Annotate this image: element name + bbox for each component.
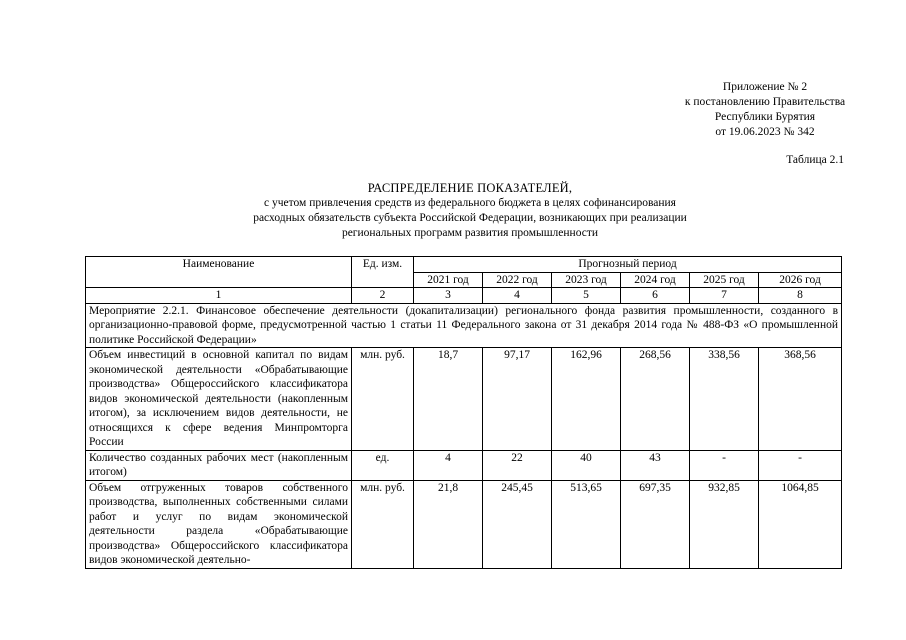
- appendix-line: Приложение № 2: [722, 81, 808, 93]
- header-year: 2024 год: [621, 272, 690, 288]
- indicator-value: -: [690, 450, 759, 480]
- header-unit: Ед. изм.: [352, 257, 414, 288]
- column-number-row: [86, 288, 842, 304]
- table-label: Таблица 2.1: [786, 154, 844, 166]
- header-period: Прогнозный период: [414, 257, 842, 273]
- indicator-name: Объем инвестиций в основной капитал по видам экономической деятельности «Обрабатывающие производства» Общероссийского классификатора видов экономической деятельности (накопленным итогом), за исключением видов деятельности, не относящихся к сфере ведения Минпромторга России: [86, 348, 352, 451]
- header-name: Наименование: [86, 257, 352, 288]
- indicator-value: 22: [483, 450, 552, 480]
- document-title: [80, 181, 860, 241]
- indicator-value: 338,56: [690, 348, 759, 451]
- column-number: 3: [414, 288, 483, 304]
- section-heading: Мероприятие 2.2.1. Финансовое обеспечение деятельности (докапитализации) регионального фонда развития промышленности, созданного в организационно-правовой форме, предусмотренной частью 1 статьи 11 Федерального закона от 31 декабря 2014 года № 488-ФЗ «О промышленной политике Российской Федерации»: [86, 303, 842, 348]
- indicator-value: 21,8: [414, 480, 483, 568]
- appendix-block: [640, 80, 890, 140]
- column-number: 5: [552, 288, 621, 304]
- title-line: с учетом привлечения средств из федерального бюджета в целях софинансирования: [264, 197, 676, 209]
- indicator-value: 932,85: [690, 480, 759, 568]
- header-year: 2022 год: [483, 272, 552, 288]
- column-number: 6: [621, 288, 690, 304]
- indicator-value: 1064,85: [759, 480, 842, 568]
- header-row: [86, 257, 842, 273]
- indicator-name: Объем отгруженных товаров собственного производства, выполненных собственными силами работ и услуг по видам экономической деятельности раздела «Обрабатывающие производства» Общероссийского классификатора видов экономической деятельно-: [86, 480, 352, 568]
- indicator-value: 40: [552, 450, 621, 480]
- header-year: 2026 год: [759, 272, 842, 288]
- title-line: расходных обязательств субъекта Российской Федерации, возникающих при реализации: [253, 212, 687, 224]
- section-row: [86, 303, 842, 348]
- column-number: 2: [352, 288, 414, 304]
- appendix-line: к постановлению Правительства: [684, 96, 846, 108]
- column-number: 4: [483, 288, 552, 304]
- indicator-name: Количество созданных рабочих мест (накопленным итогом): [86, 450, 352, 480]
- indicator-value: 245,45: [483, 480, 552, 568]
- indicator-value: 18,7: [414, 348, 483, 451]
- title-main: РАСПРЕДЕЛЕНИЕ ПОКАЗАТЕЛЕЙ,: [367, 181, 573, 195]
- indicator-value: 4: [414, 450, 483, 480]
- header-year: 2023 год: [552, 272, 621, 288]
- title-line: региональных программ развития промышленности: [341, 227, 599, 239]
- table-row: [86, 450, 842, 480]
- indicator-unit: млн. руб.: [352, 480, 414, 568]
- column-number: 8: [759, 288, 842, 304]
- appendix-line: от 19.06.2023 № 342: [715, 126, 815, 138]
- column-number: 1: [86, 288, 352, 304]
- indicator-value: 513,65: [552, 480, 621, 568]
- indicator-value: 97,17: [483, 348, 552, 451]
- indicator-value: 697,35: [621, 480, 690, 568]
- header-year: 2025 год: [690, 272, 759, 288]
- column-number: 7: [690, 288, 759, 304]
- table-row: [86, 348, 842, 451]
- indicator-value: -: [759, 450, 842, 480]
- indicator-value: 162,96: [552, 348, 621, 451]
- header-year: 2021 год: [414, 272, 483, 288]
- indicator-unit: ед.: [352, 450, 414, 480]
- indicator-value: 268,56: [621, 348, 690, 451]
- indicator-value: 43: [621, 450, 690, 480]
- indicator-unit: млн. руб.: [352, 348, 414, 451]
- appendix-line: Республики Бурятия: [714, 111, 816, 123]
- indicator-value: 368,56: [759, 348, 842, 451]
- table-row: [86, 480, 842, 568]
- indicators-table: [85, 256, 842, 569]
